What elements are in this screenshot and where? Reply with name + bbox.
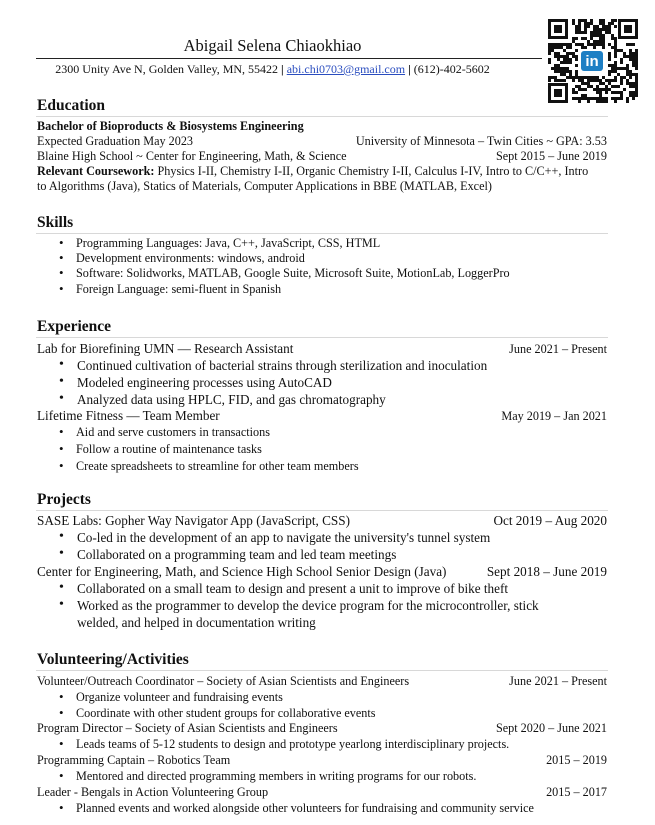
volunteer-bullet: • Organize volunteer and fundraising events <box>76 690 283 705</box>
section-title-experience: Experience <box>37 318 112 335</box>
university: University of Minnesota – Twin Cities ~ GPA: 3.53 <box>355 134 607 148</box>
graduation: Expected Graduation May 2023 <box>37 134 194 148</box>
coursework-label: Relevant Coursework: <box>37 164 155 178</box>
contact-line <box>0 62 545 77</box>
volunteer-role: Programming Captain – Robotics Team <box>37 753 231 767</box>
volunteer-role: Leader - Bengals in Action Volunteering Group <box>37 785 269 799</box>
coursework-line <box>37 164 588 179</box>
volunteer-dates: Sept 2020 – June 2021 <box>495 721 607 735</box>
email-link[interactable]: abi.chi0703@gmail.com <box>286 62 406 76</box>
section-title-volunteering: Volunteering/Activities <box>37 651 189 668</box>
job-bullet: • Modeled engineering processes using AutoCAD <box>77 375 332 391</box>
project-dates: Sept 2018 – June 2019 <box>486 564 607 579</box>
linkedin-label: in <box>585 53 599 70</box>
project-dates: Oct 2019 – Aug 2020 <box>493 513 607 528</box>
address: 2300 Unity Ave N, Golden Valley, MN, 55422 <box>55 62 279 76</box>
header-divider <box>36 58 542 59</box>
section-divider <box>36 233 608 234</box>
volunteer-bullet: • Coordinate with other student groups for collaborative events <box>76 706 376 721</box>
volunteer-dates: June 2021 – Present <box>509 674 607 688</box>
section-divider <box>36 337 608 338</box>
project-bullet: • Collaborated on a small team to design and present a unit to improve of bike theft <box>77 581 508 597</box>
coursework-text: Physics I-II, Chemistry I-II, Organic Chemistry I-II, Calculus I-IV, Intro to C/C++, Intro <box>157 164 589 178</box>
phone: (612)-402-5602 <box>413 62 490 76</box>
degree: Bachelor of Bioproducts & Biosystems Engineering <box>37 119 304 133</box>
separator: | <box>408 62 411 76</box>
volunteer-dates: 2015 – 2019 <box>546 753 607 767</box>
volunteer-role: Program Director – Society of Asian Scientists and Engineers <box>37 721 338 735</box>
skill-item: • Development environments: windows, android <box>76 251 305 266</box>
resume-name: Abigail Selena Chiaokhiao <box>183 36 362 55</box>
section-title-projects: Projects <box>37 491 91 508</box>
skill-item: • Foreign Language: semi-fluent in Spanish <box>76 282 281 297</box>
section-divider <box>36 510 608 511</box>
volunteer-dates: 2015 – 2017 <box>546 785 607 799</box>
section-divider <box>36 116 608 117</box>
job-bullet: • Aid and serve customers in transactions <box>76 425 270 440</box>
volunteer-bullet: • Leads teams of 5-12 students to design and prototype yearlong interdisciplinary projects. <box>76 737 509 752</box>
section-title-skills: Skills <box>37 214 74 231</box>
highschool: Blaine High School ~ Center for Engineering, Math, & Science <box>37 149 347 163</box>
highschool-dates: Sept 2015 – June 2019 <box>495 149 607 163</box>
job-role: Lifetime Fitness — Team Member <box>37 408 220 423</box>
section-divider <box>36 670 608 671</box>
separator: | <box>281 62 284 76</box>
job-bullet: • Analyzed data using HPLC, FID, and gas chromatography <box>77 392 386 408</box>
project-name: Center for Engineering, Math, and Science High School Senior Design (Java) <box>37 564 447 579</box>
project-bullet: • Worked as the programmer to develop the device program for the microcontroller, stick <box>77 598 539 614</box>
job-bullet: • Follow a routine of maintenance tasks <box>76 442 262 457</box>
skill-item: • Software: Solidworks, MATLAB, Google Suite, Microsoft Suite, MotionLab, LoggerPro <box>76 266 510 281</box>
project-bullet-cont: welded, and helped in documentation writing <box>77 615 316 630</box>
skill-item: • Programming Languages: Java, C++, JavaScript, CSS, HTML <box>76 236 380 251</box>
job-dates: May 2019 – Jan 2021 <box>501 409 607 423</box>
linkedin-qr-code-icon[interactable] <box>546 17 640 105</box>
project-bullet: • Collaborated on a programming team and led team meetings <box>77 547 396 563</box>
job-bullet: • Continued cultivation of bacterial strains through sterilization and inoculation <box>77 358 487 374</box>
volunteer-role: Volunteer/Outreach Coordinator – Society of Asian Scientists and Engineers <box>37 674 410 688</box>
job-role: Lab for Biorefining UMN — Research Assistant <box>37 341 294 356</box>
project-name: SASE Labs: Gopher Way Navigator App (JavaScript, CSS) <box>37 513 350 528</box>
section-title-education: Education <box>37 97 106 114</box>
project-bullet: • Co-led in the development of an app to navigate the university's tunnel system <box>77 530 490 546</box>
volunteer-bullet: • Mentored and directed programming members in writing programs for our robots. <box>76 769 476 784</box>
job-dates: June 2021 – Present <box>509 342 607 356</box>
job-bullet: • Create spreadsheets to streamline for other team members <box>76 459 359 474</box>
volunteer-bullet: • Planned events and worked alongside other volunteers for fundraising and community service <box>76 801 534 816</box>
coursework-text-cont: to Algorithms (Java), Statics of Materials, Computer Applications in BBE (MATLAB, Excel) <box>37 179 492 193</box>
